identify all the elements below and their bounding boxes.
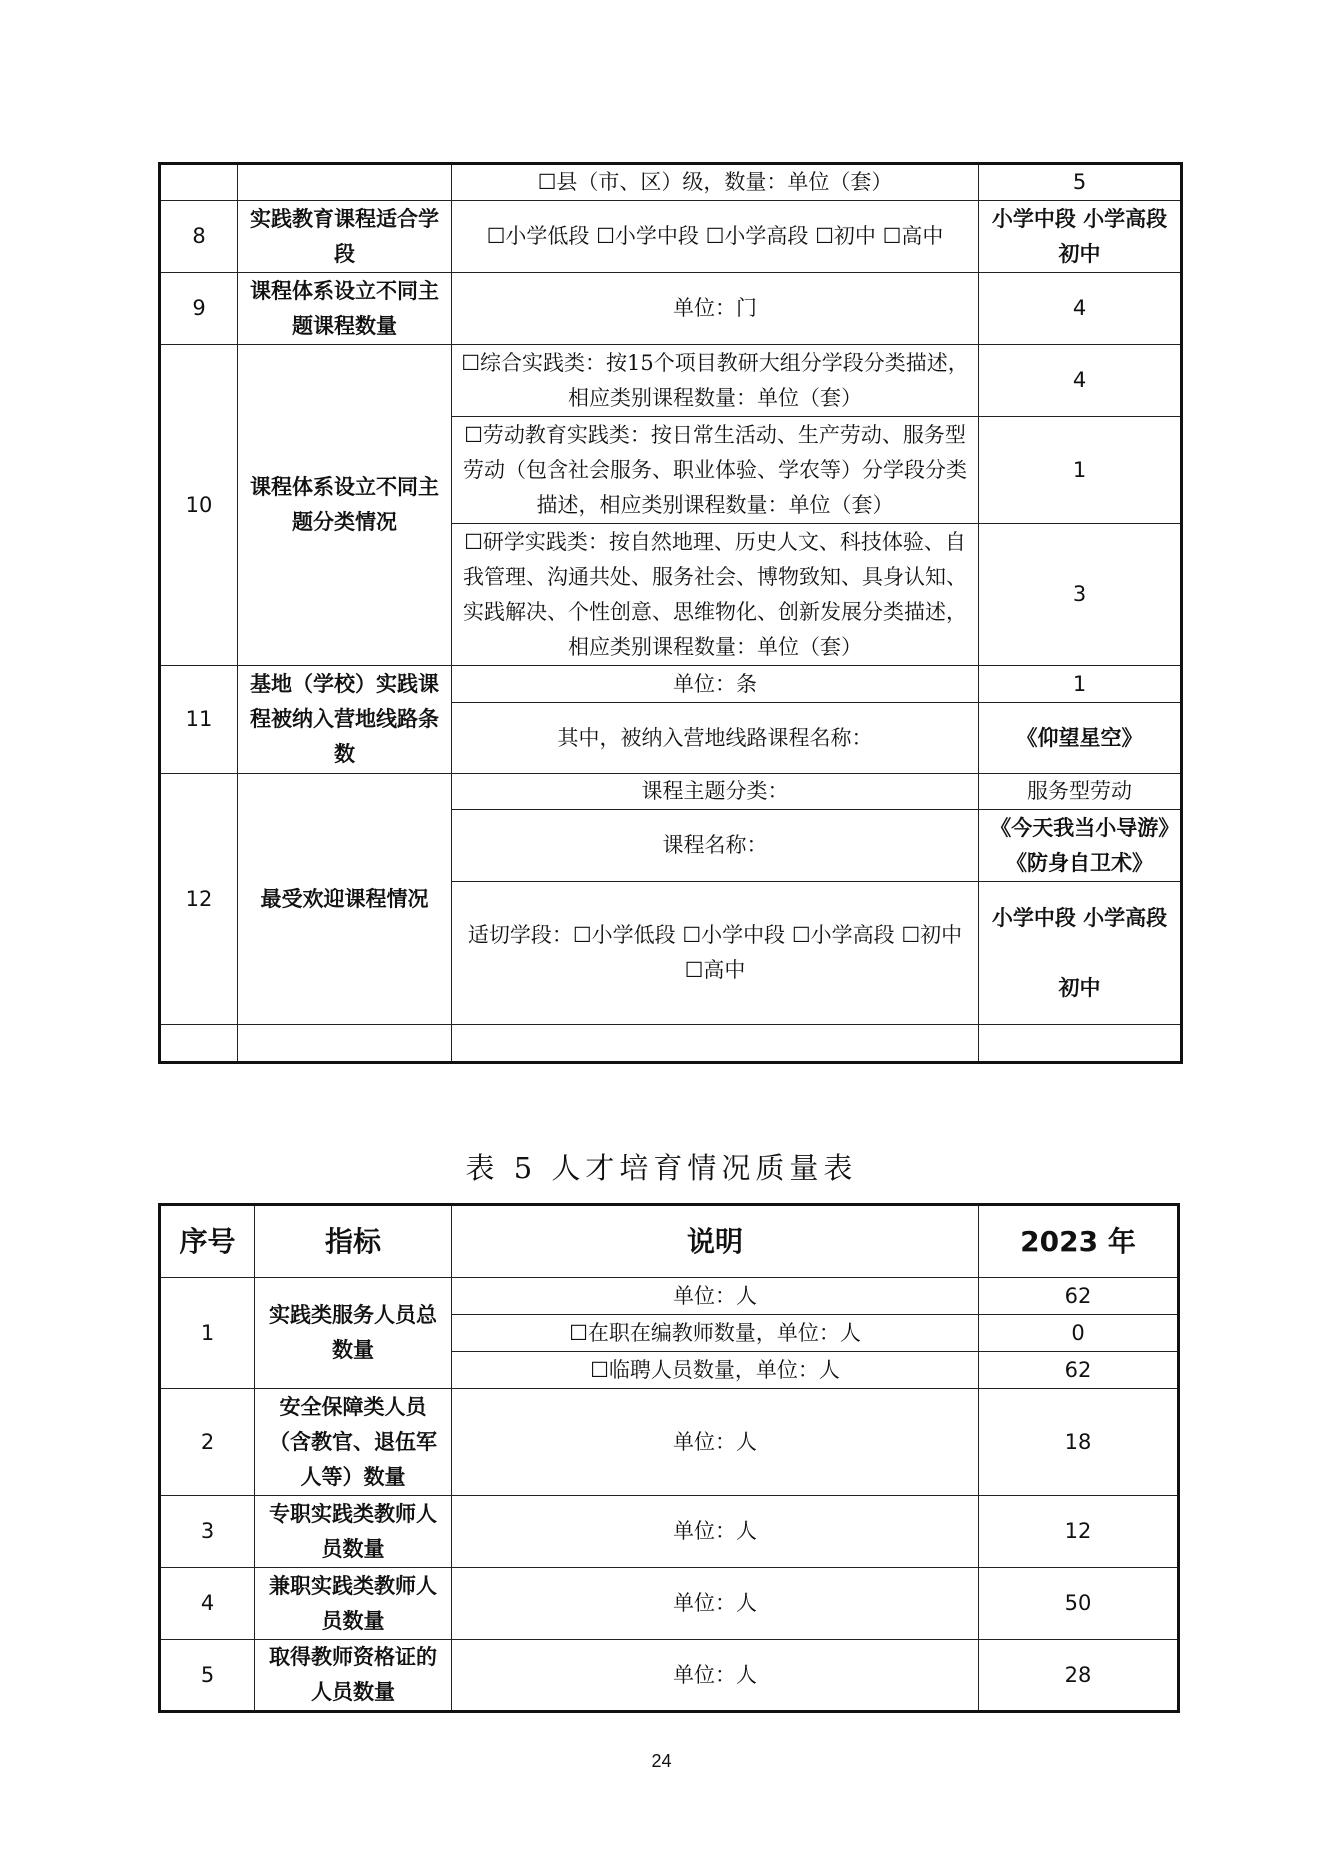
description-cell: 单位：人 — [452, 1278, 979, 1315]
description-cell: ☐县（市、区）级，数量：单位（套） — [452, 164, 979, 201]
value-cell: 18 — [979, 1389, 1179, 1496]
value-cell: 28 — [979, 1640, 1179, 1712]
table-row — [160, 1389, 1179, 1496]
value-cell: 小学中段 小学高段 初中 — [979, 882, 1182, 1025]
header-no: 序号 — [160, 1205, 255, 1278]
description-cell: 单位：人 — [452, 1496, 979, 1568]
indicator-cell: 取得教师资格证的人员数量 — [255, 1640, 452, 1712]
value-cell: 4 — [979, 345, 1182, 417]
description-cell: ☐小学低段 ☐小学中段 ☐小学高段 ☐初中 ☐高中 — [452, 201, 979, 273]
table-caption: 表 5 人才培育情况质量表 — [465, 1151, 858, 1185]
description-cell: ☐研学实践类：按自然地理、历史人文、科技体验、自我管理、沟通共处、服务社会、博物致知、具身认知、实践解决、个性创意、思维物化、创新发展分类描述，相应类别课程数量：单位（套） — [452, 524, 979, 666]
value-cell: 62 — [979, 1278, 1179, 1315]
description-cell: 其中，被纳入营地线路课程名称： — [452, 703, 979, 774]
indicator-cell: 专职实践类教师人员数量 — [255, 1496, 452, 1568]
row-number: 3 — [160, 1496, 255, 1568]
row-number: 12 — [160, 774, 238, 1025]
indicator-cell: 课程体系设立不同主题课程数量 — [238, 273, 452, 345]
header-indicator: 指标 — [255, 1205, 452, 1278]
table-row — [160, 273, 1182, 345]
value-cell: 5 — [979, 164, 1182, 201]
indicator-cell: 基地（学校）实践课程被纳入营地线路条数 — [238, 666, 452, 774]
description-cell: 课程名称： — [452, 810, 979, 882]
table-row — [160, 1640, 1179, 1712]
indicator-cell: 实践教育课程适合学段 — [238, 201, 452, 273]
row-number: 10 — [160, 345, 238, 666]
table-row — [160, 1568, 1179, 1640]
description-cell: ☐劳动教育实践类：按日常生活动、生产劳动、服务型劳动（包含社会服务、职业体验、学农等）分学段分类描述，相应类别课程数量：单位（套） — [452, 417, 979, 524]
value-cell: 50 — [979, 1568, 1179, 1640]
value-cell: 1 — [979, 666, 1182, 703]
row-number: 5 — [160, 1640, 255, 1712]
row-number: 4 — [160, 1568, 255, 1640]
table-row — [160, 666, 1182, 703]
description-cell: 适切学段：☐小学低段 ☐小学中段 ☐小学高段 ☐初中 ☐高中 — [452, 882, 979, 1025]
talent-cultivation-table — [158, 1203, 1180, 1713]
row-number: 2 — [160, 1389, 255, 1496]
table-row — [160, 201, 1182, 273]
row-number — [160, 164, 238, 201]
empty-row — [160, 1025, 1182, 1063]
value-cell: 0 — [979, 1315, 1179, 1352]
indicator-cell — [238, 164, 452, 201]
table-row — [160, 164, 1182, 201]
value-cell: 服务型劳动 — [979, 774, 1182, 810]
description-cell: 单位：人 — [452, 1568, 979, 1640]
header-year: 2023 年 — [979, 1205, 1179, 1278]
description-cell: 课程主题分类： — [452, 774, 979, 810]
value-cell: 小学中段 小学高段 初中 — [979, 201, 1182, 273]
indicator-cell: 安全保障类人员（含教官、退伍军人等）数量 — [255, 1389, 452, 1496]
value-cell: 12 — [979, 1496, 1179, 1568]
table-row — [160, 345, 1182, 417]
description-cell: ☐在职在编教师数量，单位：人 — [452, 1315, 979, 1352]
header-description: 说明 — [452, 1205, 979, 1278]
value-cell: 3 — [979, 524, 1182, 666]
table-row — [160, 1496, 1179, 1568]
description-cell: 单位：人 — [452, 1640, 979, 1712]
practice-course-table — [158, 162, 1183, 1064]
header-row — [160, 1205, 1179, 1278]
row-number: 1 — [160, 1278, 255, 1389]
page-number: 24 — [651, 1751, 672, 1771]
table-row — [160, 1278, 1179, 1315]
table-row — [160, 774, 1182, 810]
indicator-cell: 最受欢迎课程情况 — [238, 774, 452, 1025]
value-cell: 《仰望星空》 — [979, 703, 1182, 774]
value-cell: 4 — [979, 273, 1182, 345]
description-cell: ☐综合实践类：按15个项目教研大组分学段分类描述，相应类别课程数量：单位（套） — [452, 345, 979, 417]
description-cell: ☐临聘人员数量，单位：人 — [452, 1352, 979, 1389]
indicator-cell: 兼职实践类教师人员数量 — [255, 1568, 452, 1640]
row-number: 9 — [160, 273, 238, 345]
row-number: 11 — [160, 666, 238, 774]
value-cell: 《今天我当小导游》《防身自卫术》 — [979, 810, 1182, 882]
description-cell: 单位：条 — [452, 666, 979, 703]
row-number: 8 — [160, 201, 238, 273]
description-cell: 单位：人 — [452, 1389, 979, 1496]
value-cell: 1 — [979, 417, 1182, 524]
indicator-cell: 课程体系设立不同主题分类情况 — [238, 345, 452, 666]
value-cell: 62 — [979, 1352, 1179, 1389]
indicator-cell: 实践类服务人员总数量 — [255, 1278, 452, 1389]
description-cell: 单位：门 — [452, 273, 979, 345]
